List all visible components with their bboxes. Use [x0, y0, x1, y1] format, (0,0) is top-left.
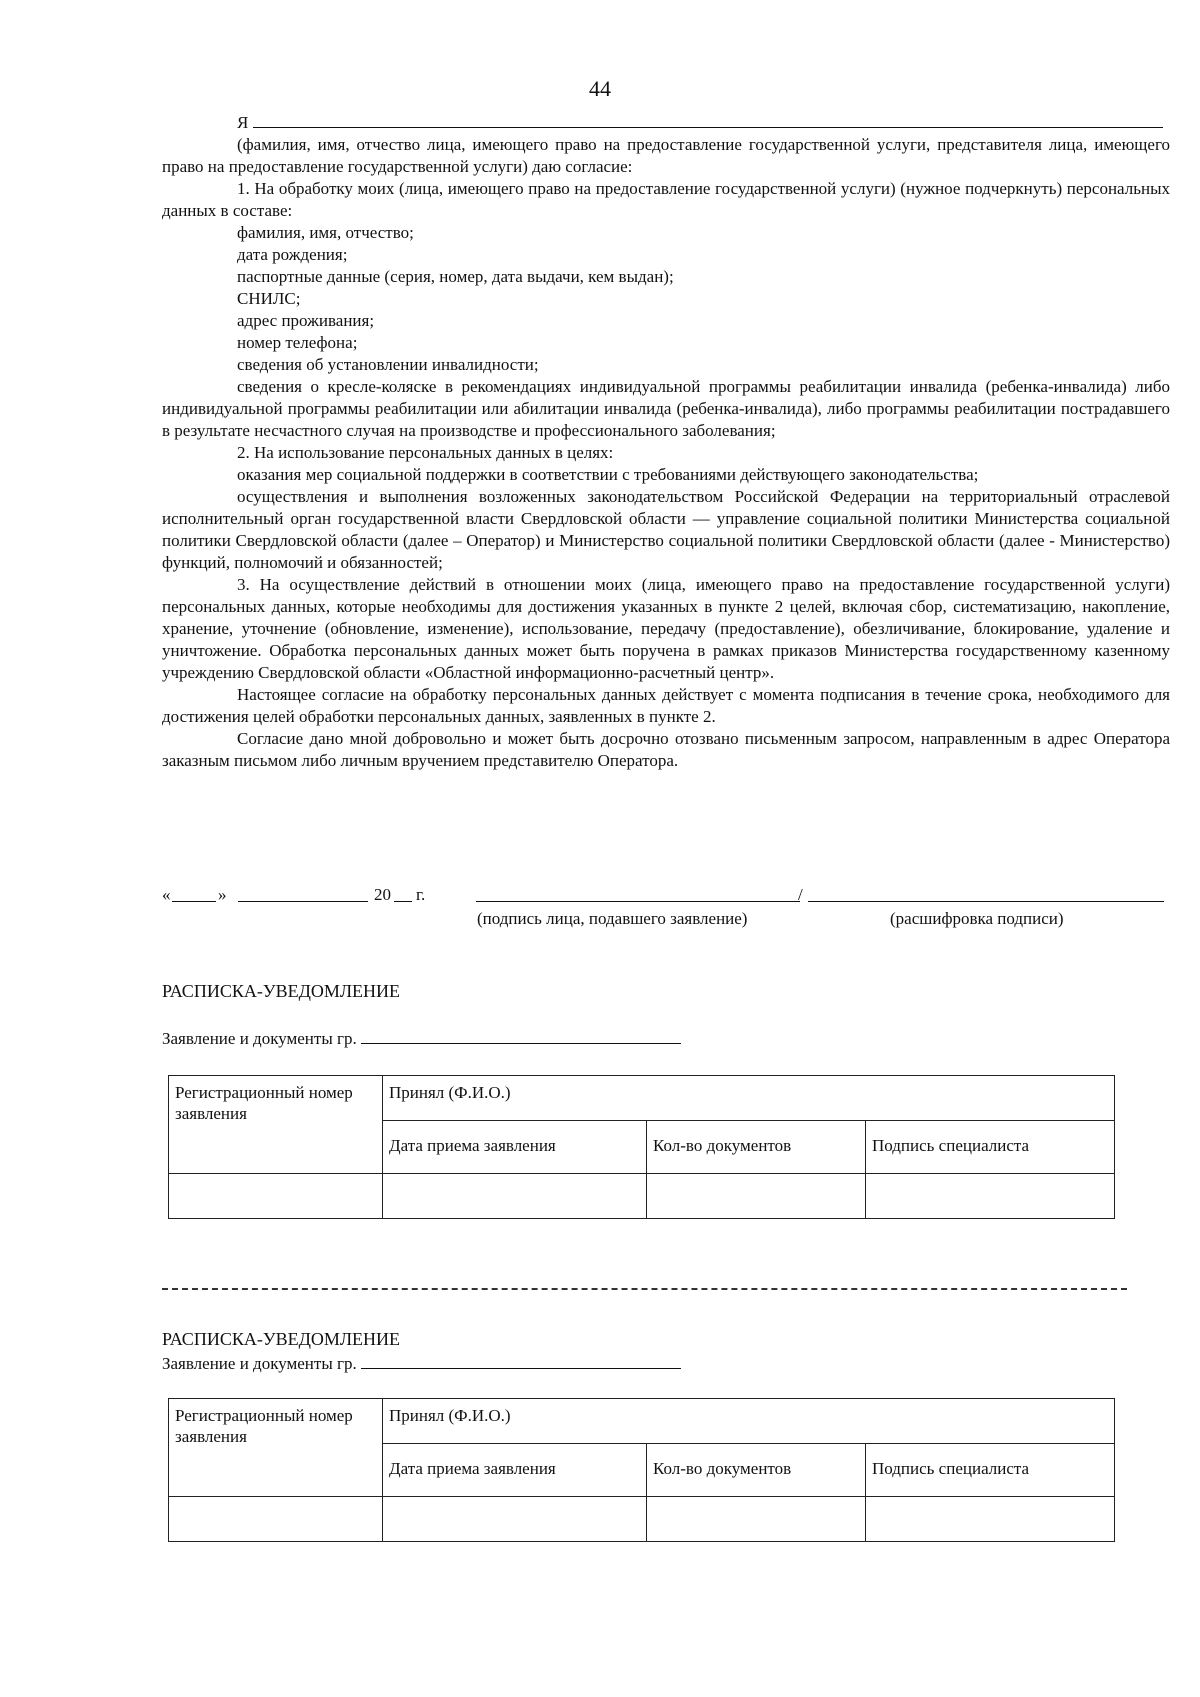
specialist-signature-cell[interactable]: [866, 1174, 1115, 1219]
consent-validity: Настоящее согласие на обработку персональных данных действует с момента подписания в течение срока, необходимого для достижения целей обработки персональных данных, заявленных в пункте 2.: [162, 685, 1170, 726]
reg-number-cell[interactable]: [169, 1174, 383, 1219]
specialist-signature-header: Подпись специалиста: [866, 1444, 1115, 1497]
purpose-social-support: оказания мер социальной поддержки в соответствии с требованиями действующего законодательства;: [237, 465, 979, 484]
reg-number-header: Регистрационный номер заявления: [169, 1076, 383, 1174]
data-item-snils: СНИЛС;: [237, 289, 301, 308]
date-received-header: Дата приема заявления: [383, 1121, 647, 1174]
receipt-table: [168, 1075, 1115, 1219]
receipt-statement: [162, 1028, 681, 1050]
reg-number-cell[interactable]: [169, 1497, 383, 1542]
cut-line: [162, 1288, 1127, 1290]
purpose-operator-functions: осуществления и выполнения возложенных законодательством Российской Федерации на территориальный отраслевой исполнительный орган государственной власти Свердловской области — управление социальной политики Министерства социальной политики Свердловской области (далее – Оператор) и Министерство социальной политики Свердловской области (далее - Министерство) функций, полномочий и обязанностей;: [162, 487, 1170, 572]
receipt-title: РАСПИСКА-УВЕДОМЛЕНИЕ: [162, 1329, 401, 1349]
specialist-signature-header: Подпись специалиста: [866, 1121, 1115, 1174]
consent-text: [162, 112, 1170, 772]
page-number: 44: [589, 76, 611, 101]
consent-item-1: 1. На обработку моих (лица, имеющего право на предоставление государственной услуги) (нужное подчеркнуть) персональных данных в составе:: [162, 179, 1170, 220]
reg-number-header: Регистрационный номер заявления: [169, 1399, 383, 1497]
signature-slash: /: [798, 885, 803, 904]
receipt-statement-label: Заявление и документы гр.: [162, 1029, 357, 1048]
receipt-statement-label: Заявление и документы гр.: [162, 1354, 357, 1373]
date-received-cell[interactable]: [383, 1497, 647, 1542]
date-received-header: Дата приема заявления: [383, 1444, 647, 1497]
month-field[interactable]: [238, 901, 368, 902]
signature-row: [162, 884, 1170, 906]
consent-item-2: 2. На использование персональных данных в целях:: [237, 443, 614, 462]
data-item-passport: паспортные данные (серия, номер, дата выдачи, кем выдан);: [237, 267, 674, 286]
receipt-citizen-field[interactable]: [361, 1354, 681, 1369]
doc-count-cell[interactable]: [647, 1497, 866, 1542]
accepted-by-header: Принял (Ф.И.О.): [383, 1399, 1115, 1444]
applicant-name-field[interactable]: [253, 113, 1163, 128]
data-item-fio: фамилия, имя, отчество;: [237, 223, 414, 242]
consent-item-3: 3. На осуществление действий в отношении моих (лица, имеющего право на предоставление государственной услуги) персональных данных, которые необходимы для достижения указанных в пункте 2 целей, включая сбор, систематизацию, накопление, хранение, уточнение (обновление, изменение), использование, передачу (предоставление), обезличивание, блокирование, удаление и уничтожение. Обработка персональных данных может быть поручена в рамках приказов Министерства государственному казенному учреждению Свердловской области «Областной информационно-расчетный центр».: [162, 575, 1170, 682]
signature-caption: (подпись лица, подавшего заявление): [477, 909, 748, 928]
data-item-birthdate: дата рождения;: [237, 245, 348, 264]
receipt-citizen-field[interactable]: [361, 1029, 681, 1044]
data-item-address: адрес проживания;: [237, 311, 375, 330]
day-field[interactable]: [172, 901, 216, 902]
signature-field[interactable]: [476, 901, 800, 902]
year-prefix: 20: [374, 885, 391, 904]
applicant-name-line: [162, 112, 1170, 134]
doc-count-header: Кол-во документов: [647, 1444, 866, 1497]
year-field[interactable]: [394, 901, 412, 902]
receipt-statement: [162, 1353, 681, 1375]
data-item-disability: сведения об установлении инвалидности;: [237, 355, 539, 374]
doc-count-header: Кол-во документов: [647, 1121, 866, 1174]
quote-close: »: [218, 885, 227, 904]
accepted-by-header: Принял (Ф.И.О.): [383, 1076, 1115, 1121]
consent-revocation: Согласие дано мной добровольно и может быть досрочно отозвано письменным запросом, направленным в адрес Оператора заказным письмом либо личным вручением представителю Оператора.: [162, 729, 1170, 770]
signature-decoding-field[interactable]: [808, 901, 1164, 902]
ya-label: Я: [237, 113, 249, 132]
data-item-wheelchair: сведения о кресле-коляске в рекомендациях индивидуальной программы реабилитации инвалида (ребенка-инвалида) либо индивидуальной программы реабилитации или абилитации инвалида (ребенка-инвалида), либо программы реабилитации пострадавшего в результате несчастного случая на производстве и профессионального заболевания;: [162, 377, 1170, 440]
doc-count-cell[interactable]: [647, 1174, 866, 1219]
quote-open: «: [162, 885, 171, 904]
specialist-signature-cell[interactable]: [866, 1497, 1115, 1542]
date-received-cell[interactable]: [383, 1174, 647, 1219]
fio-note: (фамилия, имя, отчество лица, имеющего право на предоставление государственной услуги, представителя лица, имеющего право на предоставление государственной услуги) даю согласие:: [162, 135, 1170, 176]
data-item-phone: номер телефона;: [237, 333, 358, 352]
decoding-caption: (расшифровка подписи): [890, 909, 1064, 928]
year-suffix: г.: [416, 885, 426, 904]
receipt-table: [168, 1398, 1115, 1542]
receipt-title: РАСПИСКА-УВЕДОМЛЕНИЕ: [162, 981, 401, 1001]
